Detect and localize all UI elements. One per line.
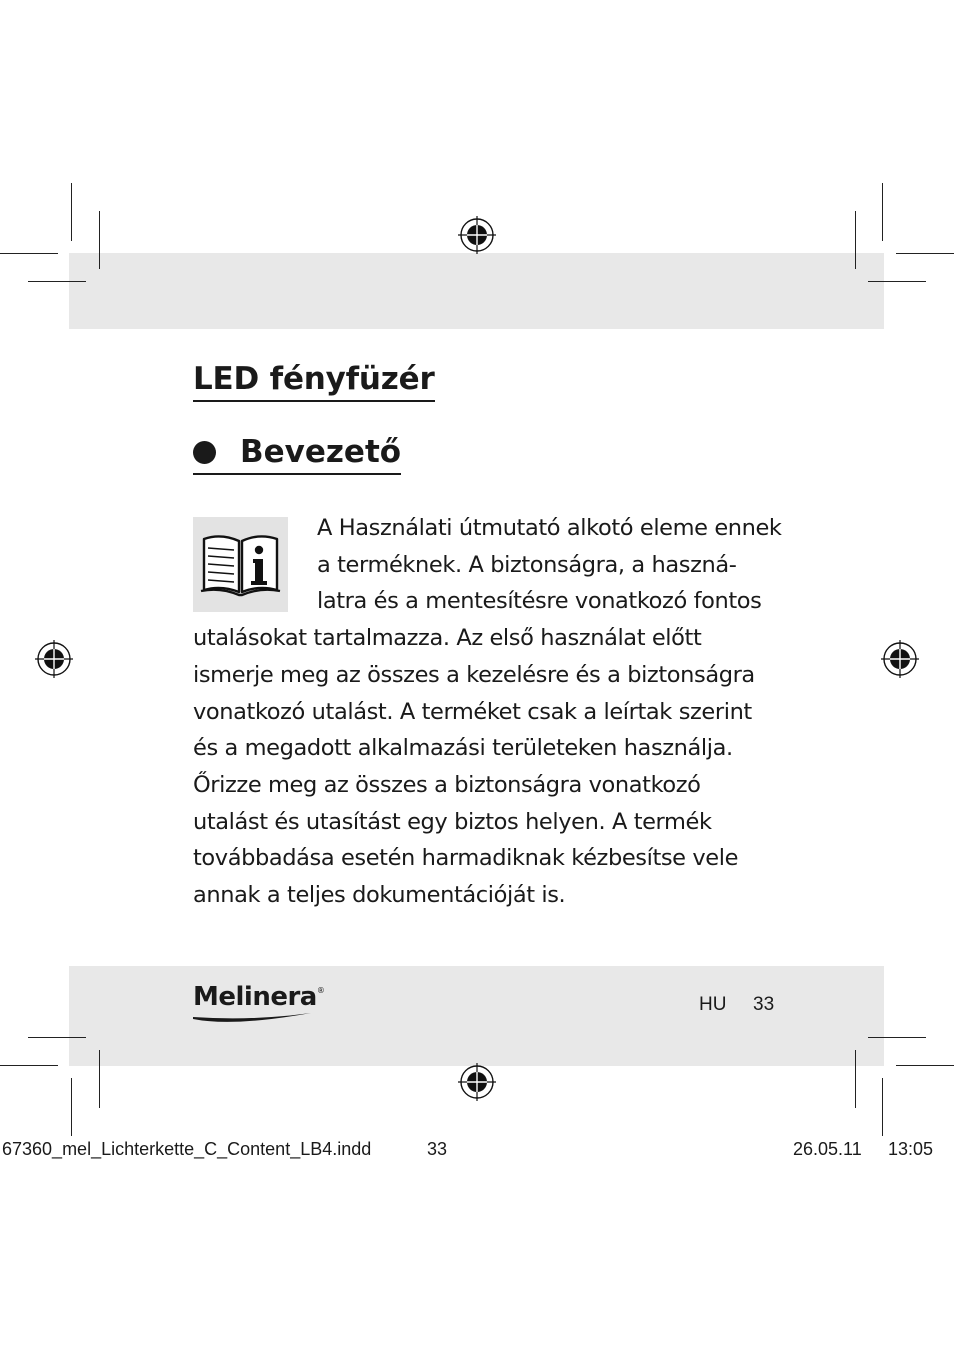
paragraph-line: vonatkozó utalást. A terméket csak a leírtak szerint — [193, 698, 752, 725]
intro-paragraph — [193, 510, 793, 914]
registration-target-icon — [458, 216, 496, 254]
registered-mark: ® — [316, 986, 325, 995]
crop-mark — [896, 253, 954, 254]
registration-target-icon — [881, 640, 919, 678]
language-code: HU — [699, 994, 727, 1015]
crop-mark — [882, 1078, 883, 1136]
crop-mark — [71, 1078, 72, 1136]
registration-target-icon — [35, 640, 73, 678]
footer-band — [69, 966, 884, 1066]
header-band — [69, 253, 884, 329]
crop-mark — [868, 1037, 926, 1038]
paragraph-line: továbbadása esetén harmadiknak kézbesítse vele — [193, 845, 739, 872]
page-number: 33 — [753, 994, 775, 1015]
paragraph-line: utalást és utasítást egy biztos helyen. A termék — [193, 808, 712, 835]
paragraph-line: A Használati útmutató alkotó eleme ennek — [317, 515, 782, 541]
crop-mark — [0, 1065, 58, 1066]
paragraph-line: annak a teljes dokumentációját is. — [193, 882, 566, 909]
slug-date: 26.05.11 — [793, 1139, 862, 1159]
crop-mark — [855, 211, 856, 269]
crop-mark — [868, 281, 926, 282]
paragraph-line: latra és a mentesítésre vonatkozó fontos — [317, 588, 762, 615]
page-title: LED fényfüzér — [193, 360, 435, 402]
slug-page: 33 — [427, 1139, 448, 1159]
registration-target-icon — [458, 1063, 496, 1101]
crop-mark — [99, 1050, 100, 1108]
brand-logo — [193, 982, 325, 1012]
bullet-icon — [193, 441, 216, 464]
crop-mark — [882, 183, 883, 241]
crop-mark — [28, 281, 86, 282]
section-title: Bevezető — [240, 434, 402, 470]
paragraph-line: Őrizze meg az összes a biztonságra vonatkozó — [193, 771, 701, 798]
slug-time: 13:05 — [888, 1139, 934, 1159]
section-heading — [193, 433, 401, 475]
logo-swoosh-icon — [193, 1009, 313, 1025]
paragraph-line: utalásokat tartalmazza. Az első használat előtt — [193, 625, 702, 652]
paragraph-line: a terméknek. A biztonságra, a haszná- — [317, 551, 737, 578]
paragraph-line: ismerje meg az összes a kezelésre és a biztonságra — [193, 661, 755, 688]
crop-mark — [99, 211, 100, 269]
crop-mark — [0, 253, 58, 254]
crop-mark — [896, 1065, 954, 1066]
crop-mark — [71, 183, 72, 241]
paragraph-line: és a megadott alkalmazási területeken használja. — [193, 735, 733, 762]
crop-mark — [855, 1050, 856, 1108]
slug-filename: 67360_mel_Lichterkette_C_Content_LB4.indd — [2, 1139, 372, 1159]
brand-name: Melinera — [193, 982, 317, 1012]
crop-mark — [28, 1037, 86, 1038]
